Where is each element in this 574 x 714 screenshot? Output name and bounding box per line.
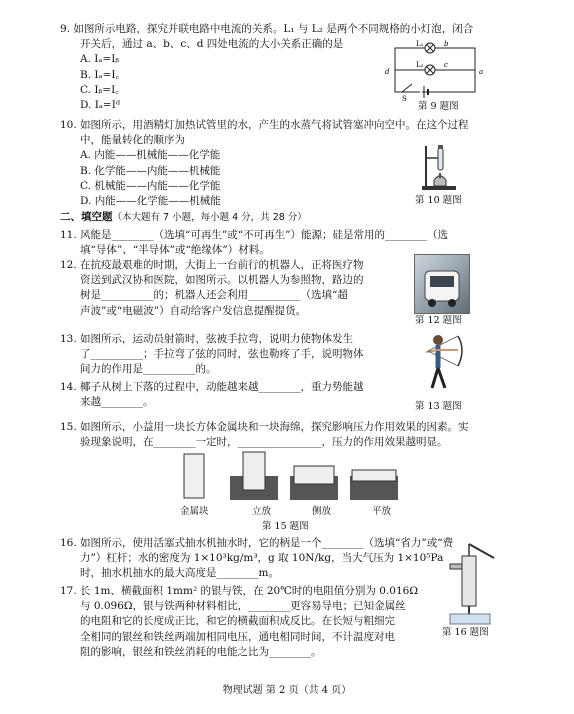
- q10-option-a: A. 内能——机械能——化学能: [80, 149, 221, 162]
- q12-line3: 树是__________的；机器人还会利用__________（选填“超: [80, 289, 348, 302]
- q9-option-a: A. Iₐ=Iᵦ: [80, 53, 120, 66]
- q15-line2: 验现象说明，在________一定时，________________，压力的作用效果越明显。: [80, 436, 448, 449]
- q12-line2: 资送到武汉协和医院，如图所示。以机器人为参照物，路边的: [80, 274, 364, 287]
- q10-stem-line1: 10. 如图所示，用酒精灯加热试管里的水，产生的水蒸气将试管塞冲向空中。在这个过程: [60, 119, 469, 131]
- q11-line1: 11. 风能是________（选填“可再生”或“不可再生”）能源；硅是常用的________（选: [60, 229, 449, 241]
- section-2-header: [60, 210, 530, 225]
- q10-stem-line2: 中，能量转化的顺序为: [80, 134, 185, 147]
- q15-sponge-experiment: [180, 450, 410, 506]
- q12-robot-photo: [414, 254, 470, 314]
- q14-line2: 来越________。: [80, 396, 154, 409]
- q10-option-c: C. 机械能——内能——化学能: [80, 179, 221, 192]
- q9-stem-line1: 9. 如图所示电路，探究并联电路中电流的关系。L₁ 与 L₂ 是两个不同规格的小灯泡，闭合: [60, 23, 474, 35]
- q17-line5: 阻的影响，银丝和铁丝消耗的电能之比为________。: [80, 645, 322, 658]
- question-15: [60, 420, 530, 450]
- q16-line3: 时，抽水机抽水的最大高度是________m。: [80, 567, 279, 580]
- page-footer: 物理试题 第 2 页（共 4 页）: [222, 685, 352, 696]
- q12-line4: 声波”或“电磁波”）自动给客户发信息提醒提货。: [80, 304, 307, 317]
- section-2-note: （本大题有 7 小题，每小题 4 分，共 28 分）: [112, 212, 307, 223]
- q13-line1: 13. 如图所示，运动员射箭时，弦被手拉弯，说明力使物体发生: [60, 333, 354, 345]
- q15-line1: 15. 如图所示，小益用一块长方体金属块和一块海绵，探究影响压力作用效果的因素。实: [60, 421, 469, 433]
- q12-figure-caption: 第 12 题图: [415, 315, 462, 326]
- label-upright: 立放: [252, 506, 272, 517]
- q10-figure-caption: 第 10 题图: [415, 195, 462, 206]
- q17-line3: 的电阻和它的长度成正比，和它的横截面积成反比。在长短与粗细完: [80, 615, 395, 628]
- label-a: a: [479, 68, 484, 76]
- q10-option-d: D. 内能——化学能——机械能: [80, 195, 221, 208]
- q13-figure-caption: 第 13 题图: [415, 401, 462, 412]
- q9-figure-caption: 第 9 题图: [418, 101, 459, 112]
- question-14: [60, 380, 530, 410]
- q9-option-d: D. Iₐ=Iᵈ: [80, 99, 121, 112]
- q16-line2: 力”）杠杆；水的密度为 1×10³kg/m³，g 取 10N/kg，当大气压为 1×10⁵Pa: [80, 552, 444, 565]
- q9-stem-line2: 开关后，通过 a、b、c、d 四处电流的大小关系正确的是: [80, 38, 344, 51]
- q11-line2: 填“导体”、“半导体”或“绝缘体”）材料。: [80, 244, 270, 257]
- q9-option-c: C. Iᵦ=I꜀: [80, 83, 119, 96]
- q15-figure-caption: 第 15 题图: [262, 521, 309, 532]
- q17-line2: 与 0.096Ω，银与铁两种材料相比，________更容易导电；已知金属丝: [80, 600, 406, 613]
- label-flat: 平放: [372, 506, 392, 517]
- q12-line1: 12. 在抗疫最艰难的时期，大街上一台前行的机器人，正将医疗物: [60, 259, 364, 271]
- q13-line3: 间力的作用是__________的。: [80, 363, 217, 376]
- question-17: [60, 584, 530, 660]
- q10-heating-apparatus: [420, 142, 460, 192]
- q13-line2: 了__________；手拉弯了弦的同时，弦也勒疼了手，说明物体: [80, 348, 364, 361]
- label-side: 侧放: [312, 506, 332, 517]
- robot-vehicle-icon: [415, 255, 469, 313]
- label-c: c: [444, 61, 448, 69]
- q17-line1: 17. 长 1m、横截面积 1mm² 的银与铁，在 20℃时的电阻值分别为 0.016Ω: [60, 585, 419, 597]
- q16-figure-caption: 第 16 题图: [442, 627, 489, 638]
- q16-line1: 16. 如图所示，使用活塞式抽水机抽水时，它的柄是一个________（选填“省力”或“费: [60, 537, 454, 549]
- label-metal-block: 金属块: [180, 506, 209, 517]
- q17-line4: 全相同的银丝和铁丝两端加相同电压，通电相同时间，不计温度对电: [80, 630, 395, 643]
- label-b: b: [444, 40, 449, 48]
- label-l1: L₁: [416, 40, 424, 48]
- q9-circuit-diagram: [380, 40, 490, 102]
- section-2-title: 二、填空题: [60, 211, 113, 223]
- q14-line1: 14. 椰子从树上下落的过程中，动能越来越________，重力势能越: [60, 381, 364, 393]
- label-l2: L₂: [416, 61, 424, 69]
- label-d: d: [385, 68, 390, 76]
- q10-option-b: B. 化学能——内能——机械能: [80, 164, 221, 177]
- q9-option-b: B. Iₐ=I꜀: [80, 68, 120, 81]
- label-s: S: [402, 95, 407, 102]
